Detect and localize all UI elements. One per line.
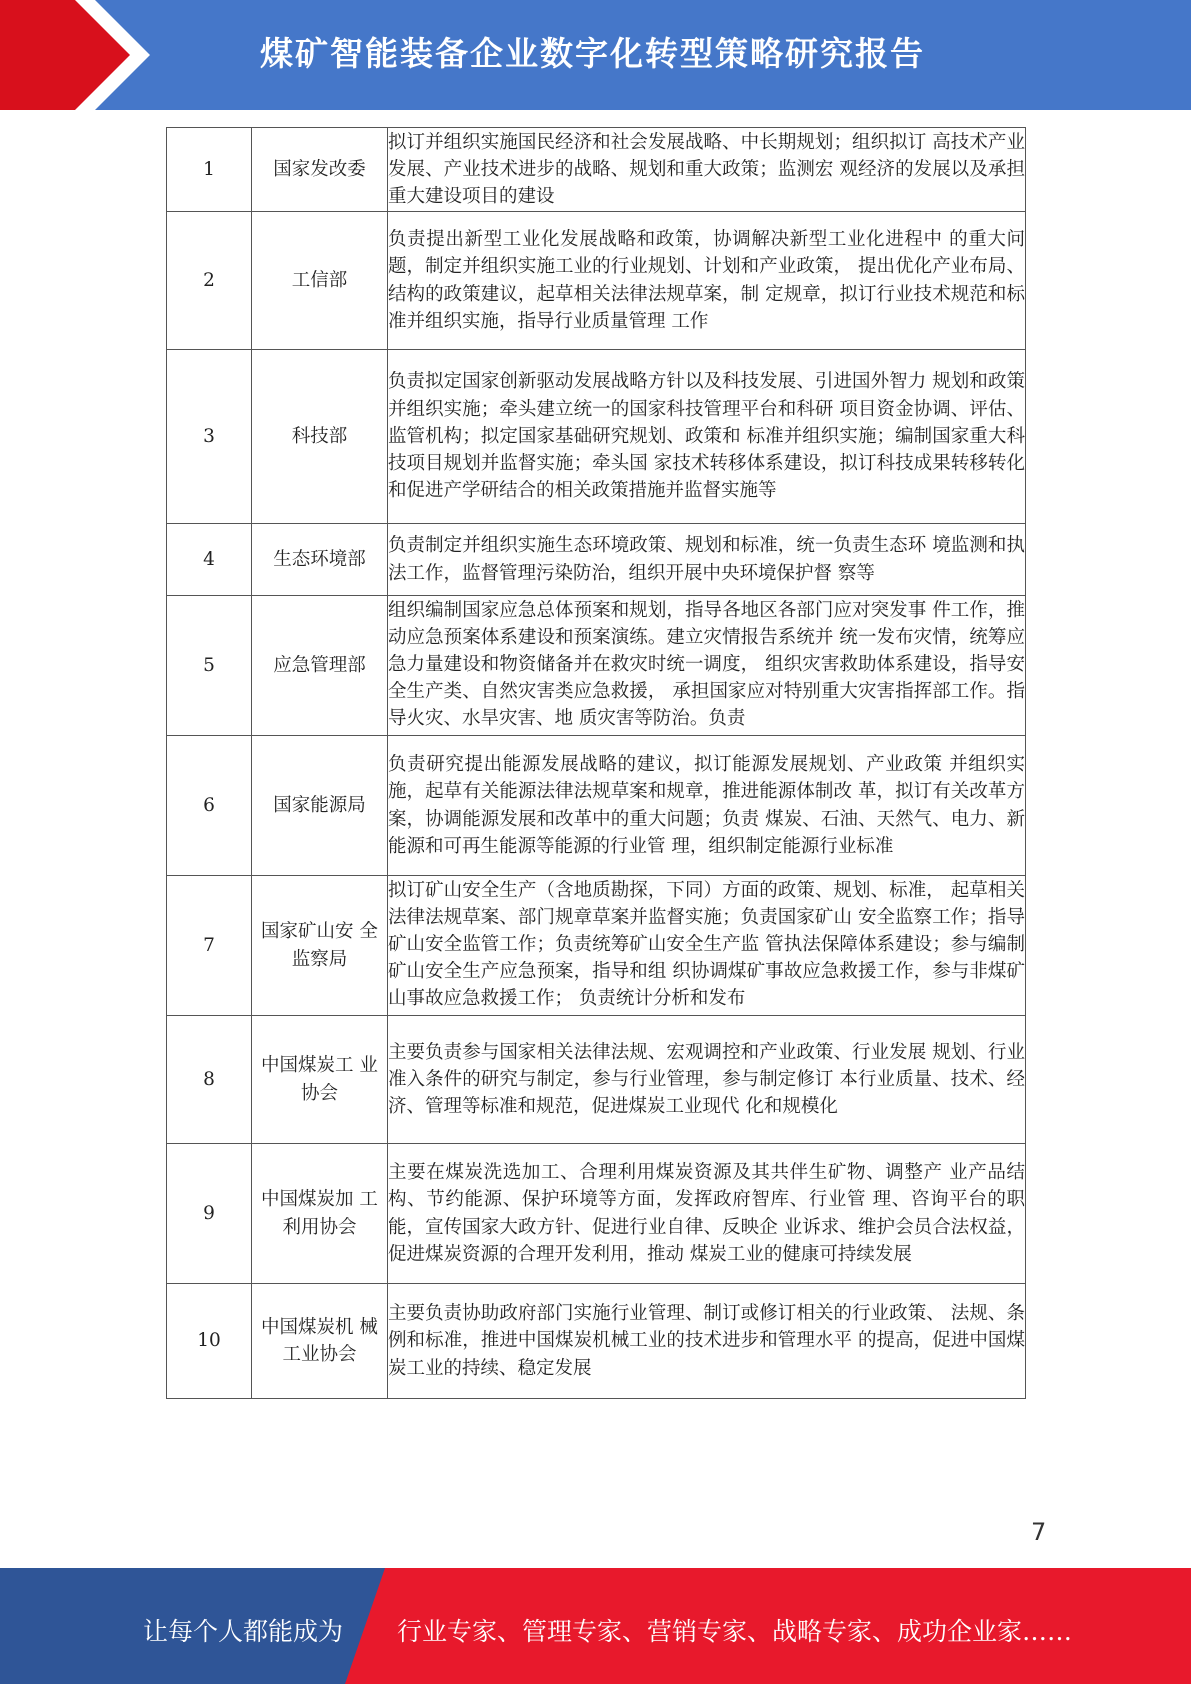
page-header — [0, 0, 1191, 110]
agency-duty: 拟订矿山安全生产（含地质勘探，下同）方面的政策、规划、标准， 起草相关法律法规草案、部门规章草案并监督实施；负责国家矿山 安全监察工作；指导矿山安全监管工作；负责统筹矿山安全生产监 管执法保障体系建设；参与编制矿山安全生产应急预案，指导和组 织协调煤矿事故应急救援工作，参与非煤矿山事故应急救援工作； 负责统计分析和发布 — [388, 879, 1025, 1010]
table-row — [167, 1144, 1026, 1284]
agency-name: 国家矿山安 全监察局 — [252, 876, 388, 1016]
row-number: 5 — [167, 596, 252, 736]
table-row — [167, 212, 1026, 350]
agency-name: 中国煤炭机 械工业协会 — [252, 1284, 388, 1399]
agency-duty: 负责研究提出能源发展战略的建议，拟订能源发展规划、产业政策 并组织实施，起草有关能源法律法规草案和规章，推进能源体制改 革，拟订有关改革方案，协调能源发展和改革中的重大问题；负责 煤炭、石油、天然气、电力、新能源和可再生能源等能源的行业管 理，组织制定能源行业标准 — [388, 736, 1026, 876]
agency-duty: 负责拟定国家创新驱动发展战略方针以及科技发展、引进国外智力 规划和政策并组织实施；牵头建立统一的国家科技管理平台和科研 项目资金协调、评估、监管机构；拟定国家基础研究规划、政策和 标准并组织实施；编制国家重大科技项目规划并监督实施；牵头国 家技术转移体系建设，拟订科技成果转移转化和促进产学研结合的相关政策措施并监督实施等 — [388, 350, 1026, 524]
table-row — [167, 350, 1026, 524]
agency-duty: 负责提出新型工业化发展战略和政策，协调解决新型工业化进程中 的重大问题，制定并组织实施工业的行业规划、计划和产业政策， 提出优化产业布局、结构的政策建议，起草相关法律法规草案，制 定规章，拟订行业技术规范和标准并组织实施，指导行业质量管理 工作 — [388, 212, 1026, 350]
row-number: 4 — [167, 524, 252, 596]
row-number: 10 — [167, 1284, 252, 1399]
table-row — [167, 736, 1026, 876]
agency-name: 中国煤炭加 工利用协会 — [252, 1144, 388, 1284]
table-row — [167, 128, 1026, 212]
table-row — [167, 876, 1026, 1016]
report-title: 煤矿智能装备企业数字化转型策略研究报告 — [260, 34, 925, 73]
agency-duty: 主要在煤炭洗选加工、合理利用煤炭资源及其共伴生矿物、调整产 业产品结构、节约能源、保护环境等方面，发挥政府智库、行业管 理、咨询平台的职能，宣传国家大政方针、促进行业自律、反映企 业诉求、维护会员合法权益，促进煤炭资源的合理开发利用，推动 煤炭工业的健康可持续发展 — [388, 1144, 1026, 1284]
agency-duty: 主要负责协助政府部门实施行业管理、制订或修订相关的行业政策、 法规、条例和标准，推进中国煤炭机械工业的技术进步和管理水平 的提高，促进中国煤炭工业的持续、稳定发展 — [388, 1284, 1026, 1399]
agency-table — [166, 127, 1026, 1399]
row-number: 3 — [167, 350, 252, 524]
agency-duty: 负责制定并组织实施生态环境政策、规划和标准，统一负责生态环 境监测和执法工作，监督管理污染防治，组织开展中央环境保护督 察等 — [388, 524, 1026, 596]
table-row — [167, 524, 1026, 596]
agency-name: 应急管理部 — [252, 596, 388, 736]
footer-slogan-left: 让每个人都能成为 — [143, 1617, 344, 1646]
row-number: 9 — [167, 1144, 252, 1284]
agency-duty: 拟订并组织实施国民经济和社会发展战略、中长期规划；组织拟订 高技术产业发展、产业技术进步的战略、规划和重大政策；监测宏 观经济的发展以及承担重大建设项目的建设 — [388, 128, 1026, 212]
footer-slogan-right: 行业专家、管理专家、营销专家、战略专家、成功企业家…… — [397, 1617, 1073, 1646]
row-number: 6 — [167, 736, 252, 876]
agency-name: 生态环境部 — [252, 524, 388, 596]
agency-name: 中国煤炭工 业协会 — [252, 1016, 388, 1144]
agency-name: 工信部 — [252, 212, 388, 350]
row-number: 2 — [167, 212, 252, 350]
agency-duty: 组织编制国家应急总体预案和规划，指导各地区各部门应对突发事 件工作，推动应急预案体系建设和预案演练。建立灾情报告系统并 统一发布灾情，统筹应急力量建设和物资储备并在救灾时统一调度， 组织灾害救助体系建设，指导安全生产类、自然灾害类应急救援， 承担国家应对特别重大灾害指挥部工作。指导火灾、水旱灾害、地 质灾害等防治。负责 — [388, 599, 1025, 730]
row-number: 7 — [167, 876, 252, 1016]
row-number: 1 — [167, 128, 252, 212]
agency-name: 科技部 — [252, 350, 388, 524]
page-number: 7 — [1031, 1518, 1047, 1546]
page-footer — [0, 1568, 1191, 1684]
table-row — [167, 1016, 1026, 1144]
row-number: 8 — [167, 1016, 252, 1144]
agency-name: 国家发改委 — [252, 128, 388, 212]
table-row — [167, 596, 1026, 736]
agency-name: 国家能源局 — [252, 736, 388, 876]
agency-duty: 主要负责参与国家相关法律法规、宏观调控和产业政策、行业发展 规划、行业准入条件的研究与制定，参与行业管理，参与制定修订 本行业质量、技术、经济、管理等标准和规范，促进煤炭工业现代 化和规模化 — [388, 1016, 1026, 1144]
table-row — [167, 1284, 1026, 1399]
